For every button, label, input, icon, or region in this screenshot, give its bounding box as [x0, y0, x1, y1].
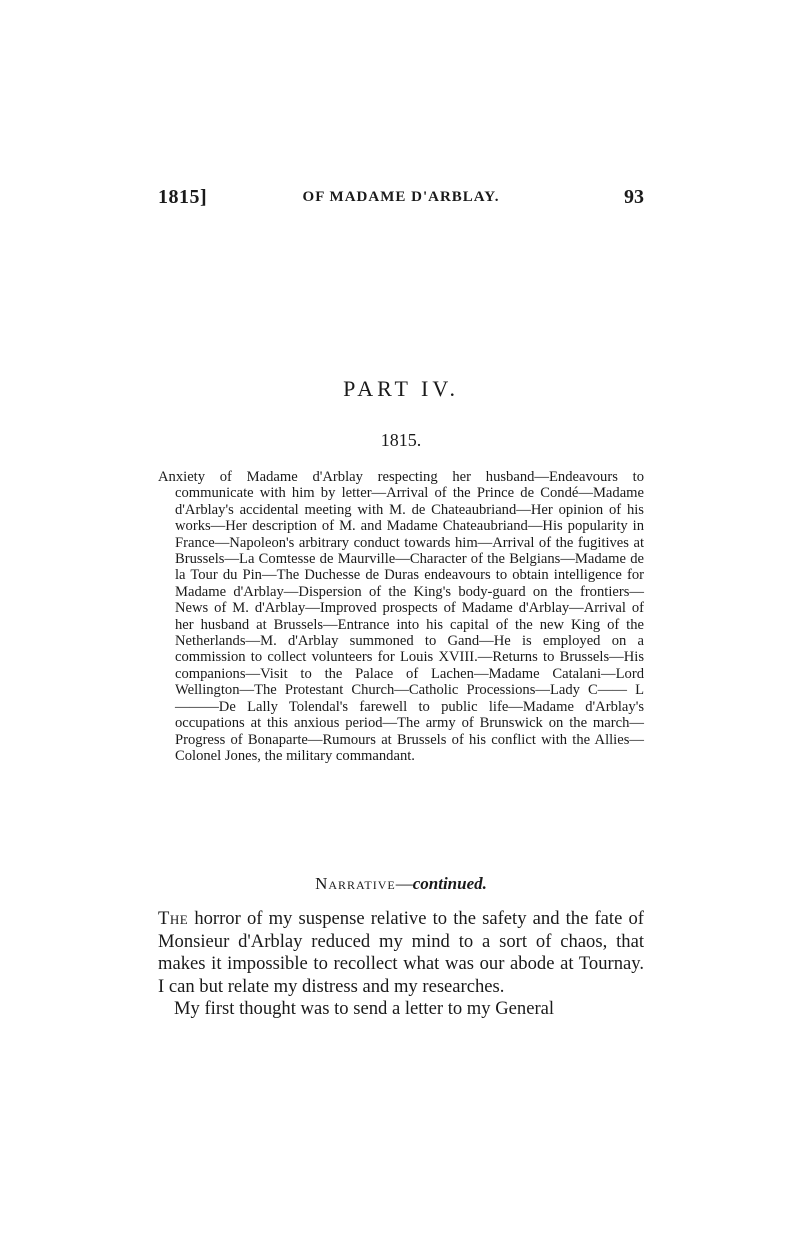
paragraph	[158, 908, 644, 998]
running-head-title: OF MADAME D'ARBLAY.	[302, 189, 500, 205]
paragraph-text: horror of my suspense relative to the safety and the fate of Monsieur d'Arblay reduced my mind to a sort of chaos, that makes it impossible to recollect what was our abode at Tournay. I can but relate my distress and my researches.	[158, 908, 644, 997]
chapter-synopsis: Anxiety of Madame d'Arblay respecting her husband—Endeavours to communicate with him by letter—Arrival of the Prince de Condé—Madame d'Arblay's accidental meeting with M. de Chateaubriand—Her opinion of his works—Her description of M. and Madame Chateaubriand—His popularity in France—Napoleon's arbitrary conduct towards him—Arrival of the fugitives at Brussels—La Comtesse de Maurville—Character of the Belgians—Madame de la Tour du Pin—The Duchesse de Duras endeavours to obtain intelligence for Madame d'Arblay—Dispersion of the King's body-guard on the frontiers—News of M. d'Arblay—Improved prospects of Madame d'Arblay—Arrival of her husband at Brussels—Entrance into his capital of the new King of the Netherlands—M. d'Arblay summoned to Gand—He is employed on a commission to collect volunteers for Louis XVIII.—Returns to Brussels—His companions—Visit to the Palace of Lachen—Madame Catalani—Lord Wellington—The Protestant Church—Catholic Processions—Lady C—— L———De Lally Tolendal's farewell to public life—Madame d'Arblay's occupations at this anxious period—The army of Brunswick on the march—Progress of Bonaparte—Rumours at Brussels of his conflict with the Allies—Colonel Jones, the military commandant.	[158, 469, 644, 764]
narrative-heading: Narrative—continued.	[315, 874, 487, 893]
paragraph: My first thought was to send a letter to my General	[174, 998, 555, 1020]
part-title: PART IV.	[343, 376, 459, 401]
opening-word: The	[158, 908, 189, 929]
running-head	[158, 186, 644, 214]
running-head-year: 1815]	[158, 186, 208, 208]
page-number: 93	[624, 186, 644, 208]
narrative-continued: continued.	[412, 874, 487, 893]
narrative-label: Narrative	[315, 874, 396, 893]
chapter-year: 1815.	[380, 430, 422, 450]
body-text	[158, 908, 644, 1021]
